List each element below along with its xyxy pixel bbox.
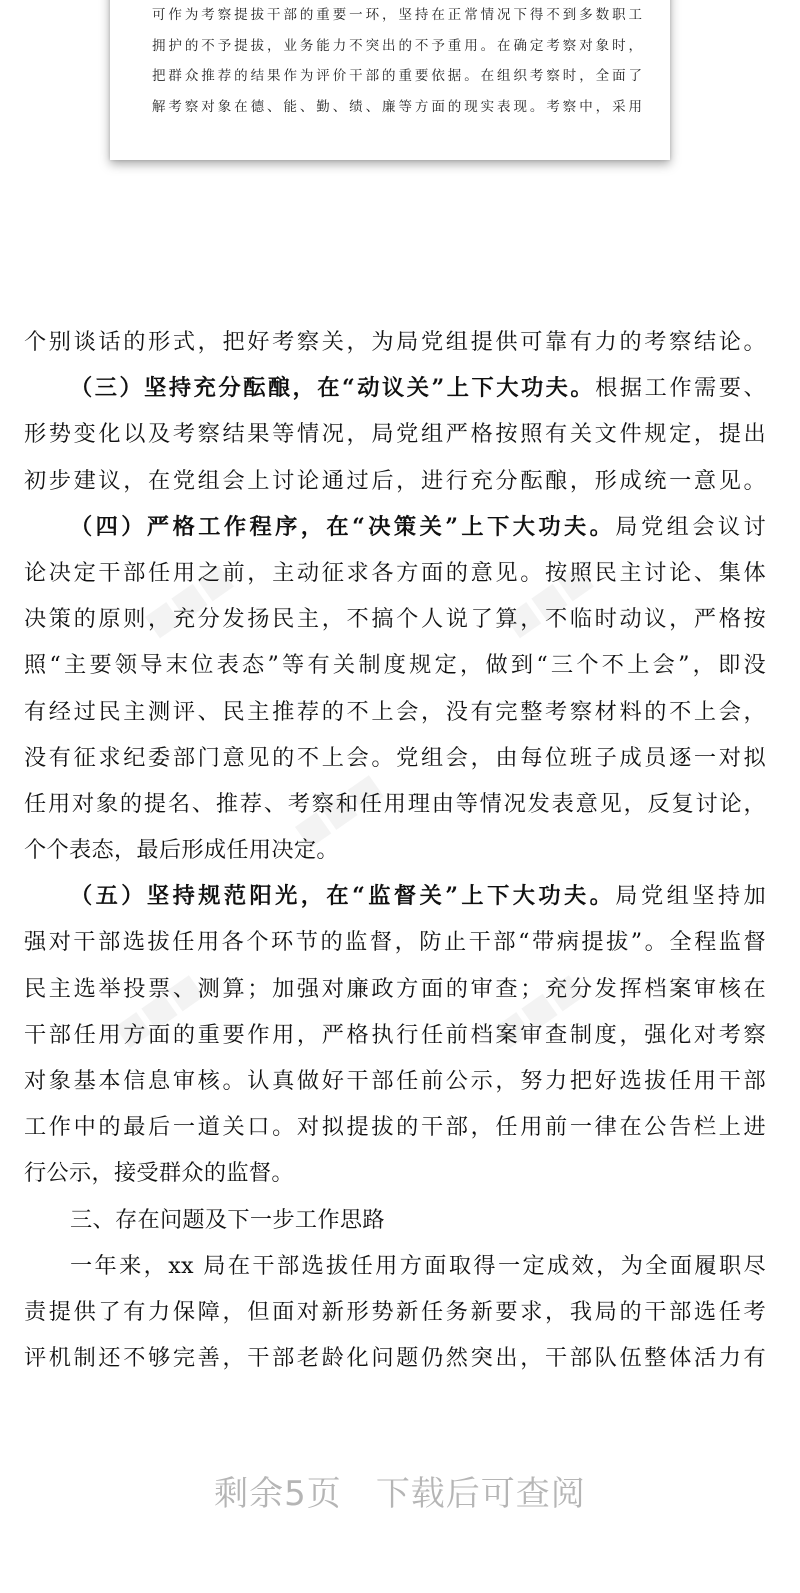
- paragraph-line: 决策的原则，充分发扬民主，不搞个人说了算，不临时动议，严格按: [24, 606, 766, 633]
- watermark: ■■■: [487, 965, 590, 1055]
- paragraph-line: 对象基本信息审核。认真做好干部任前公示，努力把好选拔任用干部: [24, 1068, 766, 1094]
- paragraph-line-tail: 根据工作需要、: [595, 375, 766, 402]
- preview-page-card: [110, 0, 670, 160]
- paragraph-line: 没有征求纪委部门意见的不上会。党组会，由每位班子成员逐一对拟: [24, 744, 766, 771]
- paragraph-line-tail: 局党组坚持加: [615, 883, 766, 910]
- watermark: ■■■: [107, 965, 210, 1055]
- paragraph-line: 行公示，接受群众的监督。: [24, 1160, 294, 1187]
- paragraph-line: 任用对象的提名、推荐、考察和任用理由等情况发表意见，反复讨论，: [24, 790, 766, 817]
- card-line: 拥护的不予提拔，业务能力不突出的不予重用。在确定考察对象时，: [152, 37, 642, 54]
- paragraph-line: 个个表态，最后形成任用决定。: [24, 837, 339, 864]
- paragraph-line: 工作中的最后一道关口。对拟提拔的干部，任用前一律在公告栏上进: [24, 1114, 766, 1141]
- paragraph-4-first-line: [24, 504, 766, 550]
- card-line: 把群众推荐的结果作为评价干部的重要依据。在组织考察时，全面了: [152, 68, 642, 84]
- paragraph-line: 论决定干部任用之前，主动征求各方面的意见。按照民主讨论、集体: [24, 559, 766, 586]
- paragraph-line: 评机制还不够完善，干部老龄化问题仍然突出，干部队伍整体活力有: [24, 1345, 766, 1372]
- card-line: 可作为考察提拔干部的重要一环，坚持在正常情况下得不到多数职工: [152, 7, 642, 23]
- watermark: ■■■: [497, 555, 600, 645]
- section-heading-3: 三、存在问题及下一步工作思路: [70, 1206, 385, 1233]
- paragraph-5-first-line: [24, 873, 766, 919]
- paragraph-line: 照“主要领导末位表态”等有关制度规定，做到“三个不上会”，即没: [24, 652, 766, 679]
- paragraph-line: 干部任用方面的重要作用，严格执行任前档案审查制度，强化对考察: [24, 1021, 766, 1048]
- paragraph-line: 一年来，xx 局在干部选拔任用方面取得一定成效，为全面履职尽: [70, 1252, 766, 1279]
- card-line: 解考察对象在德、能、勤、绩、廉等方面的现实表现。考察中，采用: [152, 98, 642, 115]
- paragraph-3-heading: （三）坚持充分酝酿，在“动议关”上下大功夫。: [70, 375, 596, 402]
- paragraph-line: 民主选举投票、测算；加强对廉政方面的审查；充分发挥档案审核在: [24, 975, 766, 1002]
- paragraph-3-first-line: [24, 365, 766, 411]
- watermark: ■■■: [137, 555, 240, 645]
- paragraph-line-tail: 局党组会议讨: [615, 513, 766, 540]
- document-body: [24, 319, 766, 1381]
- paragraph-line: 责提供了有力保障，但面对新形势新任务新要求，我局的干部选任考: [24, 1298, 766, 1325]
- paragraph-line: 形势变化以及考察结果等情况，局党组严格按照有关文件规定，提出: [24, 421, 766, 448]
- paragraph-4-heading: （四）严格工作程序，在“决策关”上下大功夫。: [70, 513, 616, 540]
- paragraph-line: 个别谈话的形式，把好考察关，为局党组提供可靠有力的考察结论。: [24, 329, 766, 355]
- remaining-pages-prompt[interactable]: [0, 1466, 800, 1515]
- remaining-pages-label: 剩余5页: [214, 1474, 342, 1514]
- watermark: ■■■: [287, 765, 390, 855]
- paragraph-line: 强对干部选拔任用各个环节的监督，防止干部“带病提拔”。全程监督: [24, 929, 766, 956]
- paragraph-line: 有经过民主测评、民主推荐的不上会，没有完整考察材料的不上会，: [24, 698, 766, 725]
- download-to-view-label: 下载后可查阅: [375, 1474, 586, 1514]
- paragraph-5-heading: （五）坚持规范阳光，在“监督关”上下大功夫。: [70, 883, 616, 910]
- paragraph-line: 初步建议，在党组会上讨论通过后，进行充分酝酿，形成统一意见。: [24, 467, 766, 494]
- preview-page-text: [152, 0, 642, 122]
